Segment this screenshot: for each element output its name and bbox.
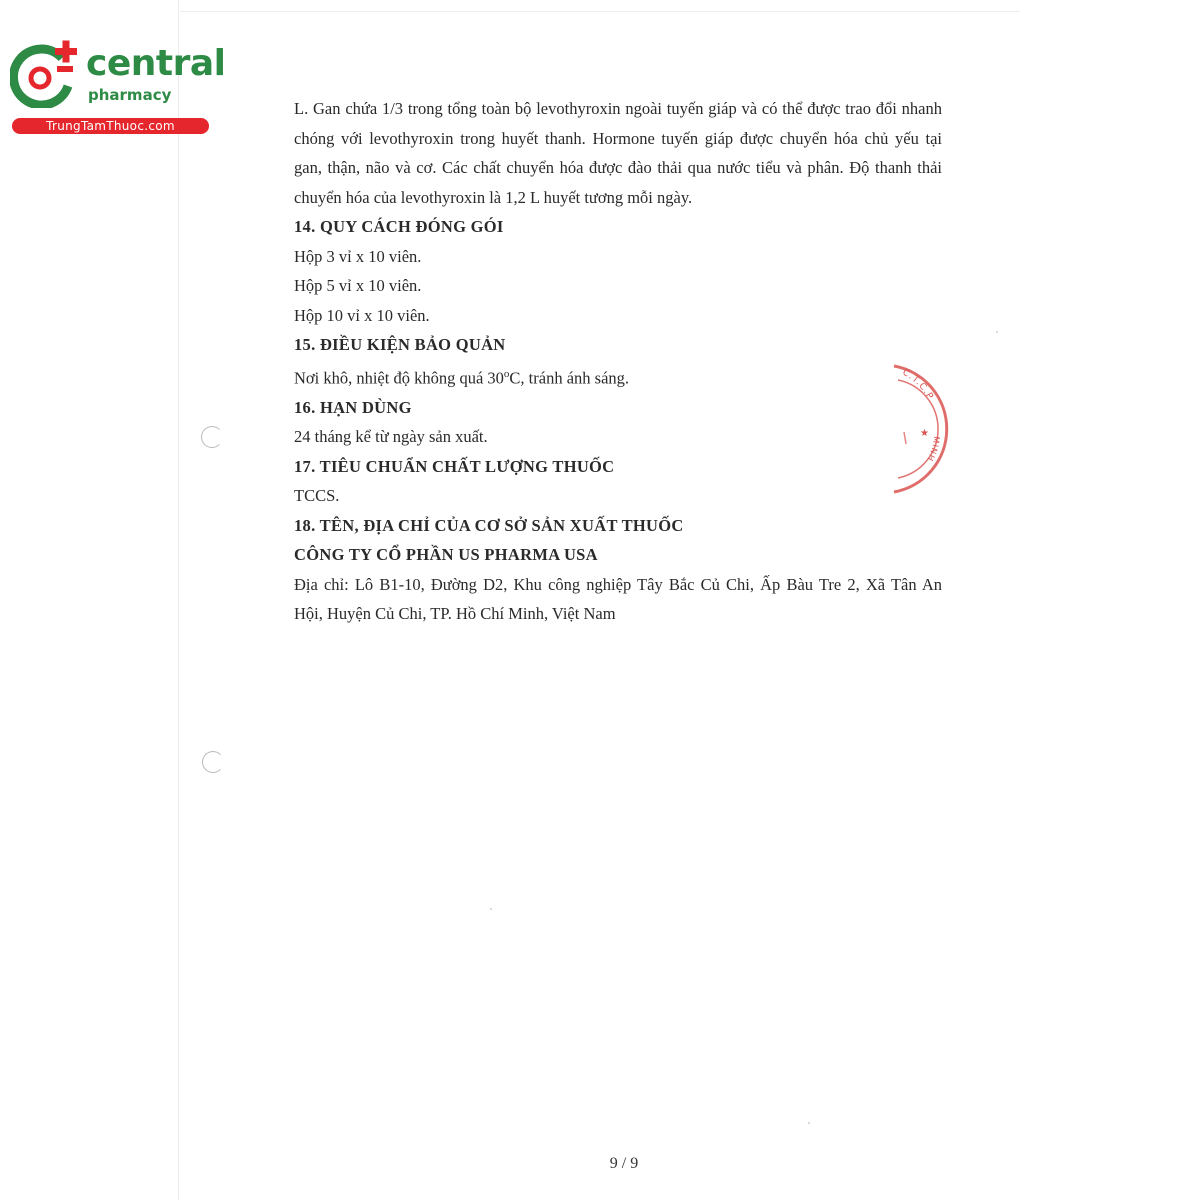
- packaging-item: Hộp 3 vỉ x 10 viên.: [294, 246, 422, 266]
- document-body: [294, 94, 954, 629]
- logo-website-badge: TrungTamThuoc.com: [12, 118, 209, 134]
- manufacturer-address-line: Địa chỉ: Lô B1-10, Đường D2, Khu công nghiệp Tây Bắc Củ Chi, Ấp Bàu Tre 2, Xã Tân An: [294, 574, 942, 594]
- company-stamp-icon: [872, 360, 952, 500]
- degree-superscript: o: [503, 367, 510, 380]
- storage-text: [294, 360, 954, 393]
- scan-speck: [808, 1122, 810, 1124]
- packaging-item: Hộp 10 vỉ x 10 viên.: [294, 305, 430, 325]
- manufacturer-company-name: CÔNG TY CỔ PHẦN US PHARMA USA: [294, 545, 598, 564]
- stamp-text-bottom: MINH: [925, 435, 942, 464]
- scan-speck: [996, 331, 998, 333]
- section-heading-shelf-life: 16. HẠN DÙNG: [294, 397, 412, 417]
- punch-hole: [202, 751, 224, 773]
- stamp-star-icon: ★: [920, 428, 929, 439]
- scan-edge-top: [180, 11, 1020, 12]
- manufacturer-address-line: Hội, Huyện Củ Chi, TP. Hồ Chí Minh, Việt Nam: [294, 604, 616, 623]
- stamp-text-top: C.T.C.P: [900, 367, 935, 402]
- section-heading-manufacturer: 18. TÊN, ĐỊA CHỈ CỦA CƠ SỞ SẢN XUẤT THUỐC: [294, 515, 684, 535]
- paragraph-line: chóng với levothyroxin trong huyết thanh. Hormone tuyến giáp được chuyển hóa chủ yếu tại: [294, 128, 942, 148]
- storage-text-end: C, tránh ánh sáng.: [509, 368, 630, 387]
- packaging-item: Hộp 5 vỉ x 10 viên.: [294, 276, 422, 295]
- section-heading-storage: 15. ĐIỀU KIỆN BẢO QUẢN: [294, 335, 506, 354]
- storage-text-main: Nơi khô, nhiệt độ không quá 30: [294, 368, 504, 387]
- paragraph-line: chuyển hóa của levothyroxin là 1,2 L huyết tương mỗi ngày.: [294, 187, 693, 207]
- shelf-life-text: 24 tháng kể từ ngày sản xuất.: [294, 427, 488, 446]
- page-number: 9 / 9: [609, 1155, 639, 1172]
- section-heading-packaging: 14. QUY CÁCH ĐÓNG GÓI: [294, 217, 504, 236]
- pharmacy-cross-logo-icon: [10, 38, 82, 108]
- punch-hole: [201, 426, 223, 448]
- section-heading-quality-standard: 17. TIÊU CHUẨN CHẤT LƯỢNG THUỐC: [294, 456, 615, 476]
- scan-speck: [490, 908, 492, 910]
- central-pharmacy-logo: [10, 38, 226, 138]
- scan-edge: [178, 0, 179, 1200]
- paragraph-line: L. Gan chứa 1/3 trong tổng toàn bộ levothyroxin ngoài tuyến giáp và có thể được trao đổi nhanh: [294, 99, 942, 118]
- logo-name: central: [86, 43, 226, 84]
- quality-standard-text: TCCS.: [294, 486, 340, 505]
- logo-tagline: pharmacy: [88, 86, 172, 104]
- paragraph-line: gan, thận, não và cơ. Các chất chuyển hóa được đào thải qua nước tiểu và phân. Độ thanh thải: [294, 158, 942, 177]
